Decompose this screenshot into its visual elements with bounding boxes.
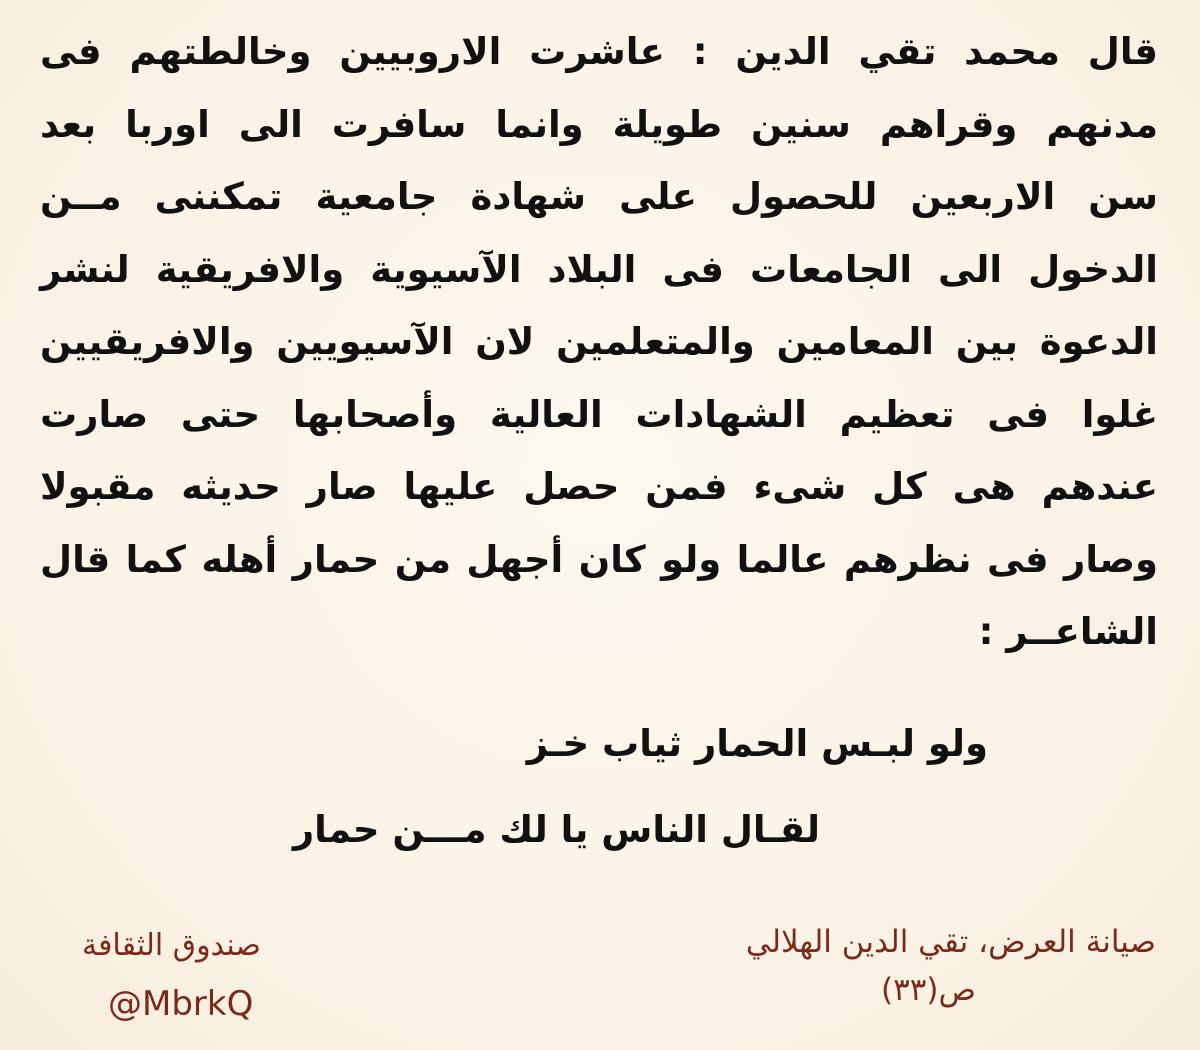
body-line-4: الدخول الى الجامعات فى البلاد الآسيوية والافريقية لنشر [40, 247, 1158, 291]
body-line-6: غلوا فى تعظيم الشهادات العالية وأصحابها حتى صارت [40, 392, 1158, 436]
body-paragraph [40, 16, 1158, 669]
poem-verse-first-hemistich: ولو لبـس الحمار ثياب خـز [526, 722, 988, 765]
poem-verse-second-hemistich: لقـال الناس يا لك مـــن حمار [292, 808, 820, 851]
body-line-1: قال محمد تقي الدين : عاشرت الاروبيين وخالطتهم فى [40, 30, 1158, 73]
body-line-2: مدنهم وقراهم سنين طويلة وانما سافرت الى اوربا بعد [40, 102, 1158, 146]
body-line-7: عندهم هى كل شىء فمن حصل عليها صار حديثه مقبولا [40, 465, 1158, 508]
source-citation: صيانة العرض، تقي الدين الهلالي [745, 924, 1156, 960]
brand-name: صندوق الثقافة [82, 928, 261, 963]
body-line-5: الدعوة بين المعامين والمتعلمين لان الآسيويين والافريقيين [40, 320, 1158, 363]
body-line-9: الشاعــر : [978, 610, 1158, 653]
source-page-number: ص(٣٣) [881, 972, 976, 1008]
brand-handle: @MbrkQ [108, 984, 254, 1024]
body-line-3: سن الاربعين للحصول على شهادة جامعية تمكننى مــن [40, 175, 1158, 218]
body-line-8: وصار فى نظرهم عالما ولو كان أجهل من حمار أهله كما قال [40, 537, 1158, 581]
